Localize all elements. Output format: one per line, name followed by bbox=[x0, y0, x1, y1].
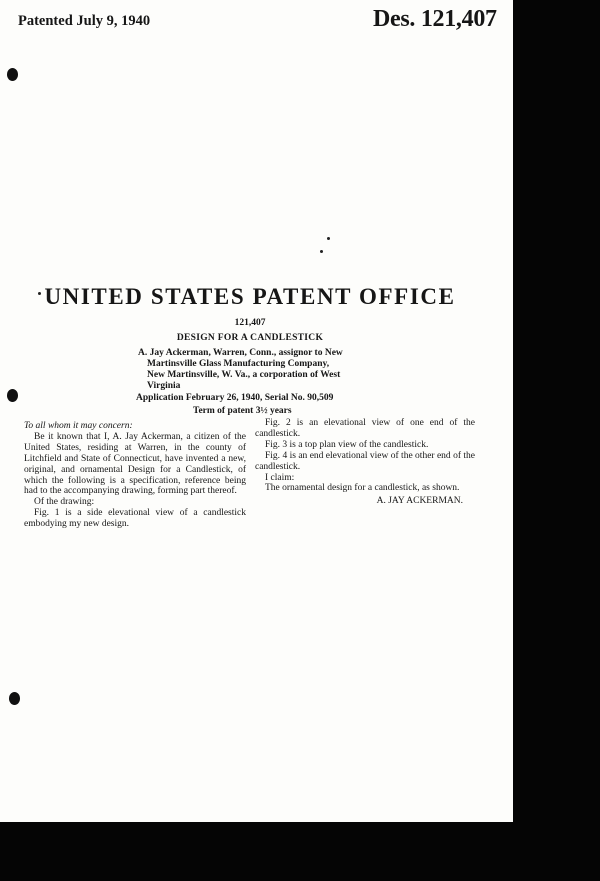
assignment-line: Virginia bbox=[147, 381, 181, 391]
punch-hole-top bbox=[7, 68, 18, 81]
scan-speck bbox=[320, 250, 323, 253]
signature: A. JAY ACKERMAN. bbox=[376, 496, 463, 507]
paragraph: Fig. 1 is a side elevational view of a candlestick embodying my new design. bbox=[24, 508, 246, 530]
scan-border-bottom bbox=[0, 822, 600, 881]
patented-date: Patented July 9, 1940 bbox=[18, 13, 151, 29]
paragraph: Fig. 4 is an end elevational view of the other end of the candlestick. bbox=[255, 450, 475, 472]
paragraph: Of the drawing: bbox=[34, 497, 95, 508]
office-heading: UNITED STATES PATENT OFFICE bbox=[44, 284, 456, 309]
paragraph: Fig. 2 is an elevational view of one end of the candlestick. bbox=[255, 418, 475, 439]
right-column bbox=[255, 418, 475, 507]
assignment-line: New Martinsville, W. Va., a corporation of West bbox=[147, 370, 341, 380]
assignment-line: A. Jay Ackerman, Warren, Conn., assignor to New bbox=[138, 348, 343, 358]
punch-hole-bottom bbox=[9, 692, 20, 705]
application-line: Application February 26, 1940, Serial No. 90,509 bbox=[136, 393, 334, 403]
scan-speck bbox=[327, 237, 330, 240]
claim-text: The ornamental design for a candlestick, as shown. bbox=[265, 483, 460, 494]
design-title: DESIGN FOR A CANDLESTICK bbox=[176, 333, 324, 343]
scan-border-right bbox=[513, 0, 600, 881]
paragraph: Fig. 3 is a top plan view of the candlestick. bbox=[265, 439, 429, 450]
punch-hole-middle bbox=[7, 389, 18, 402]
salutation: To all whom it may concern: bbox=[24, 421, 133, 431]
term-line: Term of patent 3½ years bbox=[193, 406, 292, 416]
left-column bbox=[24, 421, 246, 530]
claim-heading: I claim: bbox=[265, 472, 295, 483]
paragraph: Be it known that I, A. Jay Ackerman, a citizen of the United States, residing at Warren, in the county of Litchfield and State of Connecticut, have invented a new, original, and ornamental Design for a Candlestick, of which the following is a specification, reference being had to the accompanying drawing, forming part thereof. bbox=[24, 431, 246, 497]
patent-number: 121,407 bbox=[234, 318, 266, 328]
design-number: Des. 121,407 bbox=[373, 6, 497, 32]
assignment-line: Martinsville Glass Manufacturing Company, bbox=[147, 359, 330, 369]
assignment-block bbox=[138, 348, 373, 392]
